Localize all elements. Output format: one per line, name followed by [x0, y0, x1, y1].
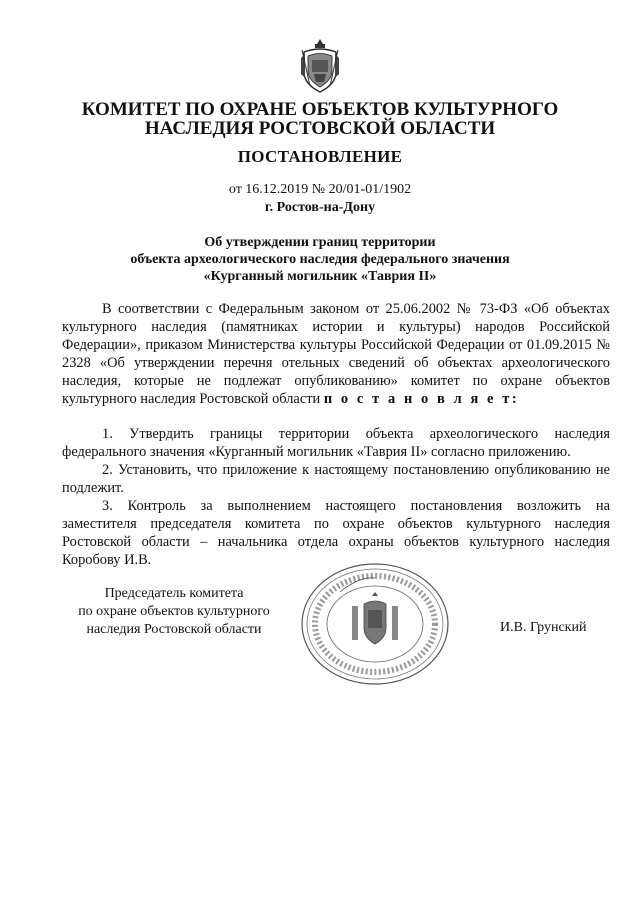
- date-number: от 16.12.2019 № 20/01-01/1902: [228, 182, 412, 197]
- org-line-2: НАСЛЕДИЯ РОСТОВСКОЙ ОБЛАСТИ: [144, 118, 496, 139]
- signatory-title-line-2: по охране объектов культурного: [78, 604, 270, 619]
- item-1: 1. Утвердить границы территории объекта археологического наследия федерального значения «Курганный могильник «Таврия II» согласно приложению.: [62, 426, 610, 460]
- document-meta: [0, 181, 640, 217]
- preamble-paragraph: [62, 300, 610, 408]
- preamble-text: В соответствии с Федеральным законом от 25.06.2002 № 73-ФЗ «Об объектах культурного наследия (памятниках истории и культуры) народов Российской Федерации», приказом Министерства культуры Российской Федерации от 01.09.2015 № 2328 «Об утверждении перечня отельных сведений об объектах археологического наследия, которые не подлежат опубликованию» комитет по охране объектов культурного наследия Ростовской области: [62, 301, 610, 407]
- signatory-title: [44, 585, 304, 639]
- official-seal-icon: [300, 562, 450, 687]
- item-2: 2. Установить, что приложение к настоящему постановлению опубликованию не подлежит.: [62, 462, 610, 496]
- signatory-title-line-1: Председатель комитета: [104, 586, 244, 601]
- document-subject: [0, 234, 640, 285]
- signatory-name: И.В. Грунский: [500, 620, 587, 635]
- city: г. Ростов-на-Дону: [264, 200, 376, 215]
- signatory-title-line-3: наследия Ростовской области: [86, 622, 262, 637]
- subject-line-3: «Курганный могильник «Таврия II»: [203, 269, 437, 284]
- item-3: 3. Контроль за выполнением настоящего постановления возложить на заместителя председателя комитета по охране объектов культурного наследия Ростовской области – начальника отдела охраны объектов культурного наследия Коробову И.В.: [62, 498, 610, 568]
- subject-line-1: Об утверждении границ территории: [204, 235, 436, 250]
- organization-name: [0, 100, 640, 138]
- subject-line-2: объекта археологического наследия федерального значения: [130, 252, 510, 267]
- org-line-1: КОМИТЕТ ПО ОХРАНЕ ОБЪЕКТОВ КУЛЬТУРНОГО: [81, 99, 559, 120]
- document-type: ПОСТАНОВЛЕНИЕ: [237, 147, 403, 166]
- coat-of-arms-icon: [300, 38, 340, 94]
- resolves-word: п о с т а н о в л я е т:: [323, 391, 520, 407]
